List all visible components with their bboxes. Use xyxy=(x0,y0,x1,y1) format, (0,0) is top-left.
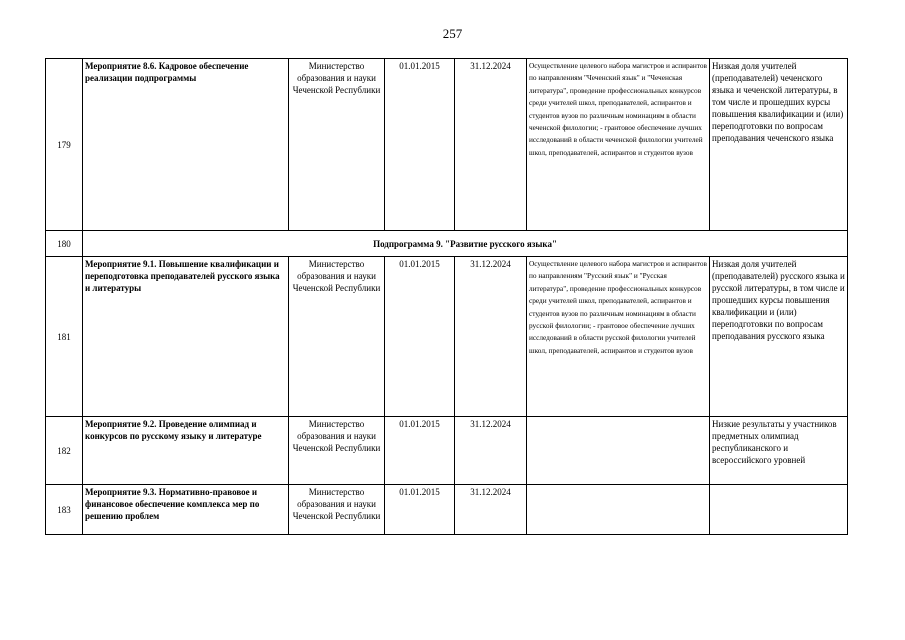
end-date: 31.12.2024 xyxy=(455,417,527,485)
table-row xyxy=(46,417,848,485)
start-date: 01.01.2015 xyxy=(385,59,455,231)
event-description xyxy=(527,417,710,485)
row-number: 182 xyxy=(46,417,83,485)
responsible-org: Министерство образования и науки Чеченской Республики xyxy=(289,485,385,535)
end-date: 31.12.2024 xyxy=(455,485,527,535)
row-number: 180 xyxy=(46,231,83,257)
table-row xyxy=(46,485,848,535)
start-date: 01.01.2015 xyxy=(385,257,455,417)
event-name: Мероприятие 9.1. Повышение квалификации и переподготовка преподавателей русского языка и литературы xyxy=(83,257,289,417)
problem-description: Низкая доля учителей (преподавателей) русского языка и русской литературы, в том числе и прошедших курсы повышения квалификации и (или) переподготовки по вопросам преподавания русского языка xyxy=(710,257,848,417)
responsible-org: Министерство образования и науки Чеченской Республики xyxy=(289,59,385,231)
subprogram-title: Подпрограмма 9. "Развитие русского языка" xyxy=(83,231,848,257)
problem-description: Низкие результаты у участников предметных олимпиад республиканского и всероссийского уровней xyxy=(710,417,848,485)
row-number: 183 xyxy=(46,485,83,535)
event-name: Мероприятие 8.6. Кадровое обеспечение реализации подпрограммы xyxy=(83,59,289,231)
start-date: 01.01.2015 xyxy=(385,417,455,485)
problem-description: Низкая доля учителей (преподавателей) чеченского языка и чеченской литературы, в том числе и прошедших курсы повышения квалификации и (или) переподготовки по вопросам преподавания чеченского языка xyxy=(710,59,848,231)
event-description: Осуществление целевого набора магистров и аспирантов по направлениям "Чеченский язык" и "Чеченская литература", проведение профессиональных конкурсов среди учителей школ, преподавателей, аспирантов и студентов вузов по различным номинациям в области чеченской филологии; - грантовое обеспечение лучших исследований в области чеченской филологии учителей школ, преподавателей, аспирантов и студентов вузов xyxy=(527,59,710,231)
row-number: 179 xyxy=(46,59,83,231)
table-row xyxy=(46,59,848,231)
responsible-org: Министерство образования и науки Чеченской Республики xyxy=(289,257,385,417)
end-date: 31.12.2024 xyxy=(455,257,527,417)
event-description: Осуществление целевого набора магистров и аспирантов по направлениям "Русский язык" и "Русская литература", проведение профессиональных конкурсов среди учителей школ, преподавателей, аспирантов и студентов вузов по различным номинациям в области русской филологии; - грантовое обеспечение лучших исследований в области русской филологии учителей школ, преподавателей, аспирантов и студентов вузов xyxy=(527,257,710,417)
event-description xyxy=(527,485,710,535)
event-name: Мероприятие 9.2. Проведение олимпиад и конкурсов по русскому языку и литературе xyxy=(83,417,289,485)
event-name: Мероприятие 9.3. Нормативно-правовое и финансовое обеспечение комплекса мер по решению проблем xyxy=(83,485,289,535)
measures-table xyxy=(45,58,848,535)
end-date: 31.12.2024 xyxy=(455,59,527,231)
start-date: 01.01.2015 xyxy=(385,485,455,535)
table-row xyxy=(46,257,848,417)
table-row xyxy=(46,231,848,257)
row-number: 181 xyxy=(46,257,83,417)
responsible-org: Министерство образования и науки Чеченской Республики xyxy=(289,417,385,485)
page-number: 257 xyxy=(442,26,463,41)
problem-description xyxy=(710,485,848,535)
